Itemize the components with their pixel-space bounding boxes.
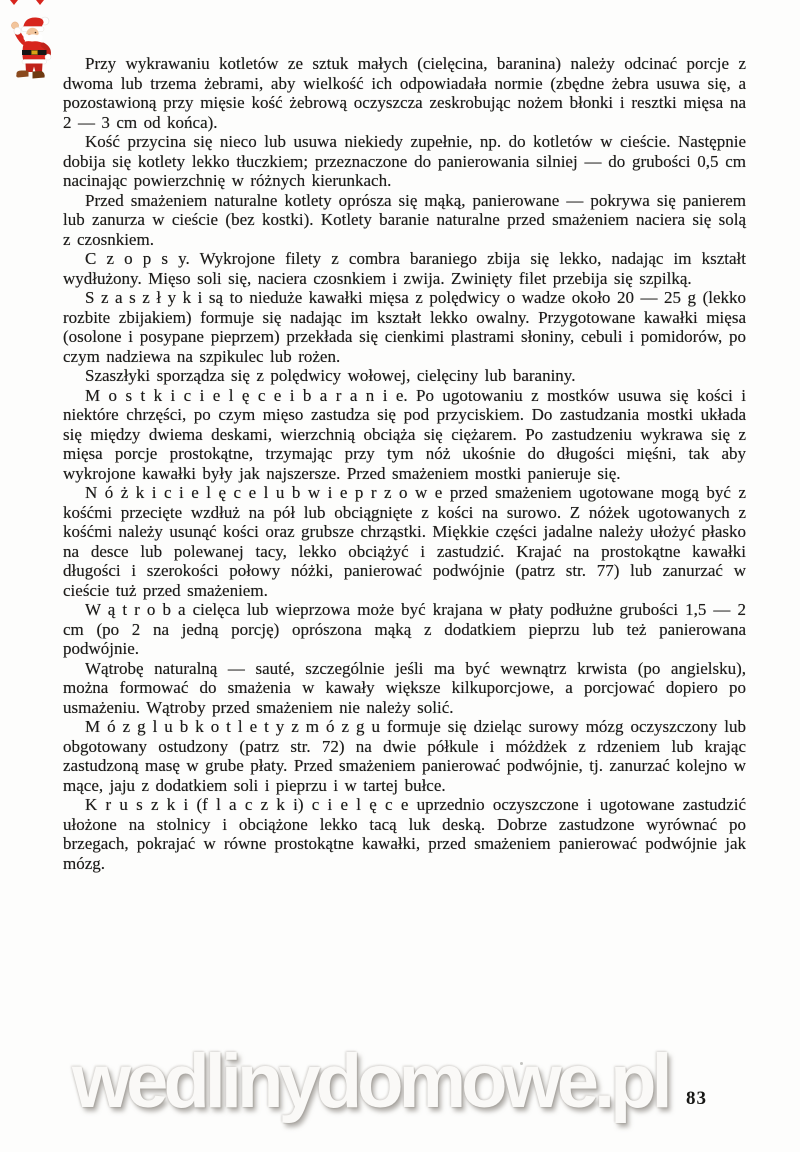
paragraph-mostki: M o s t k i c i e l ę c e i b a r a n i e. Po ugotowaniu z mostków usuwa się kości i niektóre chrzęści, po czym mięso zastudza się pod przyciskiem. Do zastudzania mostki układa się między dwiema deskami, wierzchnią obciąża się ciężarem. Po zastudzeniu wykrawa się z mięsa porcje prostokątne, trzymając przy tym nóż ukośnie do długości mięśni, tak aby wykrojone kawałki były jak najszersze. Przed smażeniem mostki panieruje się. xyxy=(63,385,746,483)
paragraph-kosc-przycinanie: Kość przycina się nieco lub usuwa niekiedy zupełnie, np. do kotletów w cieście. Następnie dobija się kotlety lekko tłuczkiem; przeznaczone do panierowania silniej — do grubości 0,5 cm nacinając powierzchnię w różnych kierunkach. xyxy=(63,132,746,190)
paragraph-szaszlyki-miesa: Szaszłyki sporządza się z polędwicy wołowej, cielęciny lub baraniny. xyxy=(85,366,576,385)
paragraph-watroba-saute: Wątrobę naturalną — sauté, szczególnie jeśli ma być wewnątrz krwista (po angielsku), można formować do smażenia w kawały większe kilkuporcjowe, a porcjować dopiero po usmażeniu. Wątroby przed smażeniem nie należy solić. xyxy=(63,658,746,717)
paragraph-przed-smazeniem: Przed smażeniem naturalne kotlety oprósza się mąką, panierowane — pokrywa się panierem lub zanurza w cieście (bez kostki). Kotlety baranie naturalne przed smażeniem naciera się solą z czosnkiem. xyxy=(63,190,746,249)
paragraph-watroba: W ą t r o b a cielęca lub wieprzowa może być krajana w płaty podłużne grubości 1,5 — 2 cm (po 2 na jedną porcję) oprószona mąką z dodatkiem pieprzu lub też panierowana podwójnie. xyxy=(63,600,746,658)
page-text xyxy=(63,54,746,873)
santa-claus-illustration xyxy=(8,0,60,84)
page-number: 83 xyxy=(686,1088,707,1109)
watermark-text: wedlinydomowe.pl xyxy=(72,1039,668,1124)
paragraph-kruszki: K r u s z k i (f l a c z k i) c i e l ę c e uprzednio oczyszczone i ugotowane zastudzić ułożone na stolnicy i obciążone lekko tacą luk deską. Dobrze zastudzone wyrównać po brzegach, pokrajać w równe prostokątne kawałki, przed smażeniem panierować podwójnie jak mózg. xyxy=(63,795,746,873)
paragraph-kotlety-wykrawanie: Przy wykrawaniu kotletów ze sztuk małych (cielęcina, baranina) należy odcinać porcje z dwoma lub trzema żebrami, aby wielkość ich odpowiadała normie (zbędne żebra usuwa się, a pozostawioną przy mięsie kość żebrową oczyszcza zeskrobując nożem błonki i resztki mięsa na 2 — 3 cm od końca). xyxy=(63,54,746,132)
scan-speck xyxy=(412,334,415,337)
paragraph-szaszlyki: S z a s z ł y k i są to nieduże kawałki mięsa z polędwicy o wadze około 20 — 25 g (lekko rozbite zbijakiem) formuje się nadając im kształt lekko owalny. Przygotowane kawałki mięsa (osolone i posypane pieprzem) przekłada się cienkimi plastrami słoniny, cebuli i pomidorów, po czym nadziewa na szpikulec lub rożen. xyxy=(63,288,746,366)
paragraph-mozg: M ó z g l u b k o t l e t y z m ó z g u formuje się dzieląc surowy mózg oczyszczony lub obgotowany ostudzony (patrz str. 72) na dwie półkule i móżdżek z rdzeniem lub krając zastudzoną masę w grube płaty. Przed smażeniem panierować podwójnie, tj. zanurzać kolejno w mące, jaju z dodatkiem soli i pieprzu i w tartej bułce. xyxy=(63,717,746,795)
santa-claus-icon xyxy=(8,0,60,84)
paragraph-nozki: N ó ż k i c i e l ę c e l u b w i e p r z o w e przed smażeniem ugotowane mogą być z kośćmi przecięte wzdłuż na pół lub obciągnięte z kości na surowo. Z nóżek ugotowanych z kośćmi należy usunąć kości oraz grubsze chrząstki. Miękkie części jadalne należy ułożyć płasko na desce lub polewanej tacy, lekko obciążyć i zastudzić. Krajać na prostokątne kawałki długości i szerokości połowy nóżki, panierować podwójnie (patrz str. 77) lub zanurzać w cieście tuż przed smażeniem. xyxy=(63,483,747,600)
paragraph-czopsy: C z o p s y. Wykrojone filety z combra baraniego zbija się lekko, nadając im kształt wydłużony. Mięso soli się, naciera czosnkiem i zwija. Zwinięty filet przebija się szpilką. xyxy=(63,249,746,288)
